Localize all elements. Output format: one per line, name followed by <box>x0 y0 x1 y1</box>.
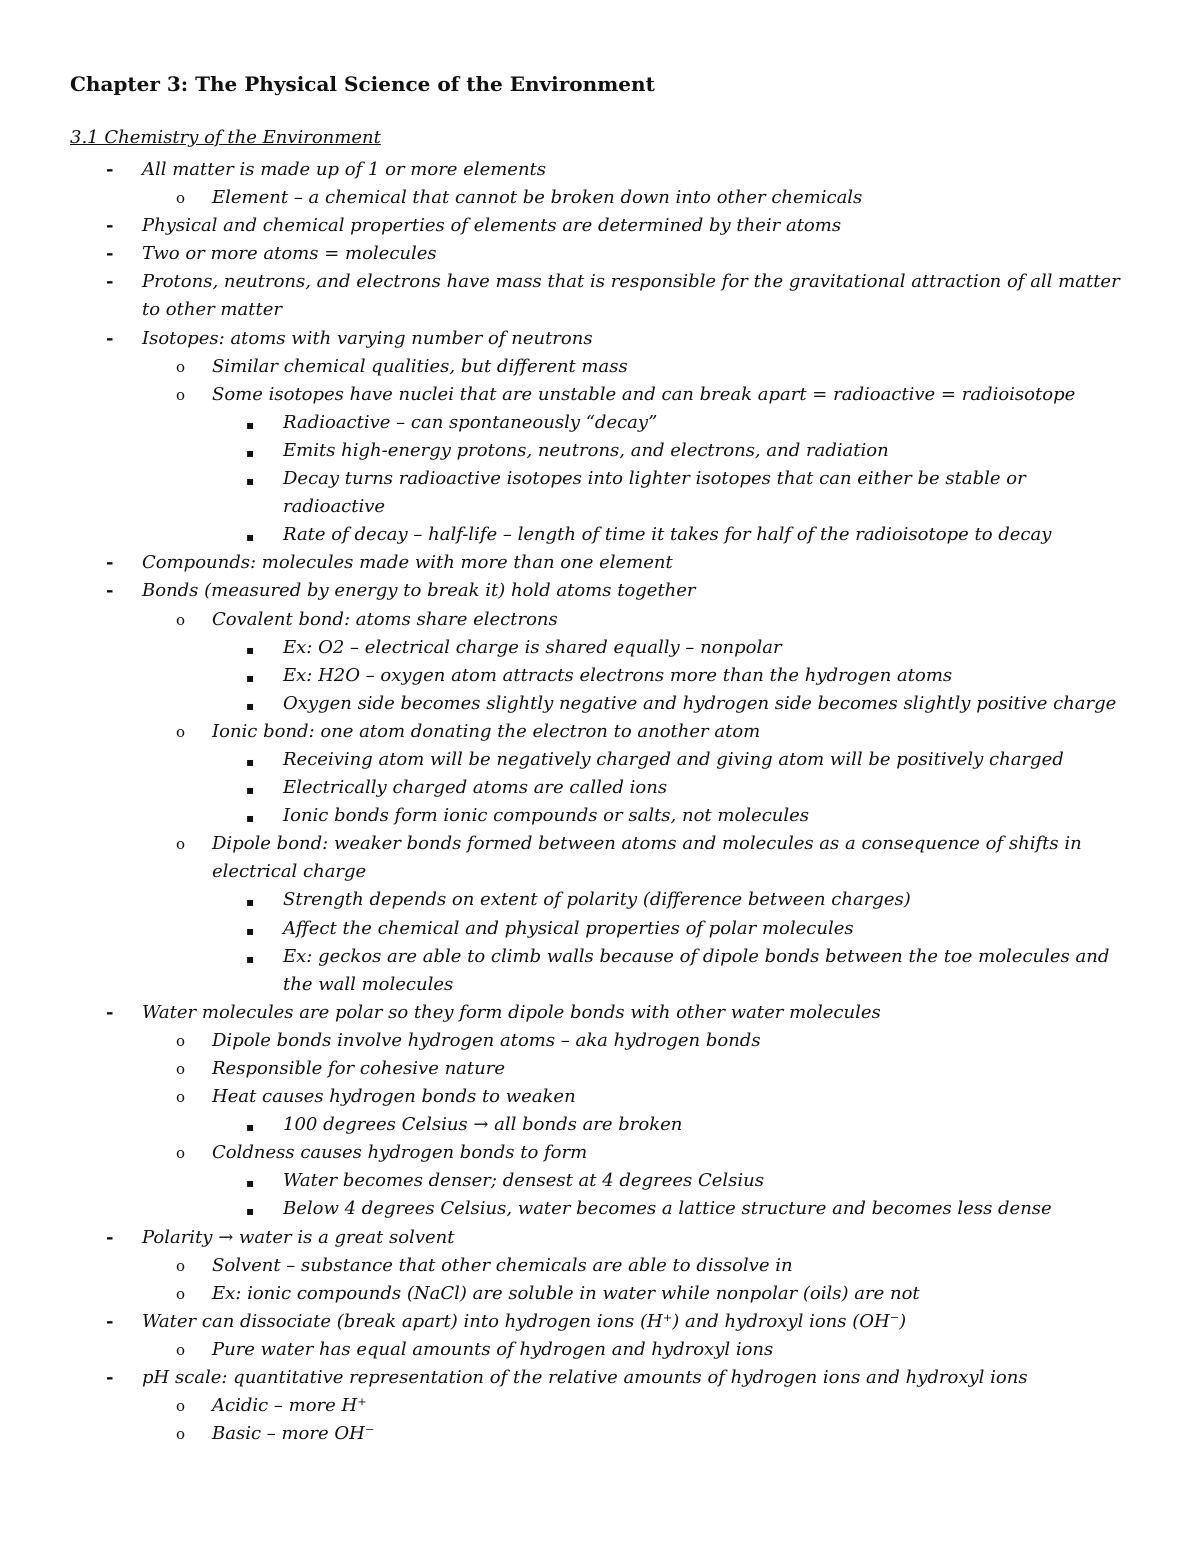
circle-bullet-icon: o <box>176 1284 186 1303</box>
square-bullet-icon: ▪ <box>246 417 255 432</box>
item-text: Some isotopes have nuclei that are unstable and can break apart = radioactive = radioisotope <box>212 383 1076 405</box>
circle-bullet-icon: o <box>176 1031 186 1050</box>
item-text: Below 4 degrees Celsius, water becomes a lattice structure and becomes less dense <box>283 1198 1052 1220</box>
dash-bullet-icon: - <box>106 552 114 574</box>
item-text: Water molecules are polar so they form dipole bonds with other water molecules <box>142 1001 881 1023</box>
square-bullet-icon: ▪ <box>246 670 255 685</box>
section-heading: 3.1 Chemistry of the Environment <box>70 127 381 148</box>
square-bullet-icon: ▪ <box>246 754 255 769</box>
bullet-item <box>0 268 1200 324</box>
square-bullet-icon: ▪ <box>246 923 255 938</box>
dash-bullet-icon: - <box>106 215 114 237</box>
dash-bullet-icon: - <box>106 1367 114 1389</box>
square-bullet-icon: ▪ <box>246 474 255 489</box>
circle-bullet-icon: o <box>176 1340 186 1359</box>
circle-bullet-icon: o <box>176 385 186 404</box>
sub-sub-bullet-item <box>0 886 1200 914</box>
item-text: Physical and chemical properties of elements are determined by their atoms <box>142 215 842 237</box>
item-text: Water becomes denser; densest at 4 degrees Celsius <box>283 1170 764 1192</box>
square-bullet-icon: ▪ <box>246 698 255 713</box>
circle-bullet-icon: o <box>176 1060 186 1078</box>
dash-bullet-icon: - <box>106 243 114 265</box>
item-text: Dipole bonds involve hydrogen atoms – aka hydrogen bonds <box>212 1029 761 1051</box>
bullet-item <box>0 240 1200 268</box>
item-text: Ex: ionic compounds (NaCl) are soluble in water while nonpolar (oils) are not <box>212 1282 920 1304</box>
circle-bullet-icon: o <box>176 722 186 741</box>
sub-sub-bullet-item <box>0 1195 1200 1223</box>
sub-sub-bullet-item <box>0 774 1200 802</box>
dash-bullet-icon: - <box>106 1001 114 1023</box>
item-text: Rate of decay – half-life – length of time it takes for half of the radioisotope to decay <box>283 524 1052 546</box>
item-text: Compounds: molecules made with more than one element <box>142 552 673 574</box>
sub-sub-bullet-item <box>0 802 1200 830</box>
bullet-item <box>0 156 1200 184</box>
circle-bullet-icon: o <box>176 1088 186 1107</box>
square-bullet-icon: ▪ <box>246 642 255 657</box>
bullet-item <box>0 577 1200 605</box>
bullet-item <box>0 325 1200 353</box>
item-text: Water can dissociate (break apart) into hydrogen ions (H⁺) and hydroxyl ions (OH⁻) <box>142 1310 907 1332</box>
bullet-item <box>0 549 1200 577</box>
sub-bullet-item <box>0 1280 1200 1308</box>
sub-sub-bullet-item <box>0 690 1200 718</box>
dash-bullet-icon: - <box>106 1226 114 1248</box>
sub-sub-bullet-item <box>0 915 1200 943</box>
item-text: Basic – more OH⁻ <box>212 1423 375 1445</box>
sub-bullet-item <box>0 381 1200 409</box>
item-text: Solvent – substance that other chemicals are able to dissolve in <box>212 1254 793 1276</box>
item-text: Polarity → water is a great solvent <box>142 1226 455 1248</box>
item-text: Ex: geckos are able to climb walls because of dipole bonds between the toe molecules and the wall molecules <box>283 945 1110 995</box>
sub-sub-bullet-item <box>0 1111 1200 1139</box>
sub-bullet-item <box>0 184 1200 212</box>
dash-bullet-icon: - <box>106 159 114 180</box>
item-text: pH scale: quantitative representation of the relative amounts of hydrogen ions and hydroxyl ions <box>142 1367 1028 1389</box>
item-text: Ionic bonds form ionic compounds or salts, not molecules <box>283 805 810 827</box>
sub-sub-bullet-item <box>0 409 1200 437</box>
sub-bullet-item <box>0 1083 1200 1111</box>
circle-bullet-icon: o <box>176 1425 186 1444</box>
sub-bullet-item <box>0 718 1200 746</box>
bullet-item <box>0 212 1200 240</box>
sub-sub-bullet-item <box>0 1167 1200 1195</box>
item-text: Affect the chemical and physical properties of polar molecules <box>283 917 854 939</box>
item-text: Coldness causes hydrogen bonds to form <box>212 1142 588 1164</box>
sub-bullet-item <box>0 1336 1200 1364</box>
dash-bullet-icon: - <box>106 327 114 349</box>
item-text: Pure water has equal amounts of hydrogen and hydroxyl ions <box>212 1338 774 1360</box>
circle-bullet-icon: o <box>176 1256 186 1275</box>
item-text: Element – a chemical that cannot be broken down into other chemicals <box>212 187 863 209</box>
chapter-title: Chapter 3: The Physical Science of the Environment <box>70 72 655 96</box>
circle-bullet-icon: o <box>176 189 186 208</box>
square-bullet-icon: ▪ <box>246 895 255 910</box>
item-text: Radioactive – can spontaneously “decay” <box>283 411 658 433</box>
circle-bullet-icon: o <box>176 610 186 629</box>
item-text: Oxygen side becomes slightly negative and hydrogen side becomes slightly positive charge <box>283 692 1117 714</box>
item-text: Ex: H2O – oxygen atom attracts electrons more than the hydrogen atoms <box>283 664 953 686</box>
item-text: Ionic bond: one atom donating the electron to another atom <box>212 720 761 742</box>
circle-bullet-icon: o <box>176 1397 186 1416</box>
square-bullet-icon: ▪ <box>246 783 255 798</box>
dash-bullet-icon: - <box>106 1310 114 1332</box>
circle-bullet-icon: o <box>176 357 186 376</box>
square-bullet-icon: ▪ <box>246 811 255 826</box>
circle-bullet-icon: o <box>176 1144 186 1163</box>
item-text: Bonds (measured by energy to break it) hold atoms together <box>142 580 696 602</box>
item-text: Dipole bond: weaker bonds formed between atoms and molecules as a consequence of shifts in electrical charge <box>212 833 1082 883</box>
sub-bullet-item <box>0 1420 1200 1448</box>
notes-outline <box>0 156 1200 1448</box>
item-text: Electrically charged atoms are called ions <box>283 777 668 799</box>
item-text: Responsible for cohesive nature <box>212 1058 505 1079</box>
sub-bullet-item <box>0 1392 1200 1420</box>
bullet-item <box>0 1224 1200 1252</box>
bullet-item <box>0 999 1200 1027</box>
sub-bullet-item <box>0 1139 1200 1167</box>
square-bullet-icon: ▪ <box>246 1120 255 1135</box>
sub-bullet-item <box>0 1252 1200 1280</box>
square-bullet-icon: ▪ <box>246 951 255 966</box>
sub-sub-bullet-item <box>0 465 1200 521</box>
item-text: Covalent bond: atoms share electrons <box>212 608 558 630</box>
sub-bullet-item <box>0 1055 1200 1083</box>
square-bullet-icon: ▪ <box>246 445 255 460</box>
bullet-item <box>0 1308 1200 1336</box>
dash-bullet-icon: - <box>106 580 114 602</box>
item-text: Emits high-energy protons, neutrons, and electrons, and radiation <box>283 439 889 461</box>
item-text: Heat causes hydrogen bonds to weaken <box>212 1086 576 1108</box>
circle-bullet-icon: o <box>176 835 186 854</box>
sub-bullet-item <box>0 353 1200 381</box>
item-text: Protons, neutrons, and electrons have mass that is responsible for the gravitational attraction of all matter to other matter <box>142 271 1120 321</box>
sub-bullet-item <box>0 606 1200 634</box>
item-text: Ex: O2 – electrical charge is shared equally – nonpolar <box>283 636 782 658</box>
item-text: Receiving atom will be negatively charged and giving atom will be positively charged <box>283 748 1064 770</box>
square-bullet-icon: ▪ <box>246 1176 255 1191</box>
item-text: 100 degrees Celsius → all bonds are broken <box>283 1114 683 1136</box>
item-text: Strength depends on extent of polarity (difference between charges) <box>283 889 911 911</box>
sub-sub-bullet-item <box>0 437 1200 465</box>
sub-sub-bullet-item <box>0 662 1200 690</box>
sub-sub-bullet-item <box>0 746 1200 774</box>
sub-bullet-item <box>0 1027 1200 1055</box>
square-bullet-icon: ▪ <box>246 530 255 545</box>
item-text: Acidic – more H⁺ <box>212 1395 367 1417</box>
item-text: Decay turns radioactive isotopes into lighter isotopes that can either be stable or radioactive <box>283 468 1026 518</box>
item-text: Two or more atoms = molecules <box>142 243 437 265</box>
item-text: All matter is made up of 1 or more elements <box>142 159 547 180</box>
bullet-item <box>0 1364 1200 1392</box>
square-bullet-icon: ▪ <box>246 1204 255 1219</box>
sub-sub-bullet-item <box>0 943 1200 999</box>
sub-bullet-item <box>0 830 1200 886</box>
sub-sub-bullet-item <box>0 521 1200 549</box>
sub-sub-bullet-item <box>0 634 1200 662</box>
item-text: Similar chemical qualities, but different mass <box>212 355 628 377</box>
dash-bullet-icon: - <box>106 271 114 293</box>
item-text: Isotopes: atoms with varying number of neutrons <box>142 327 593 349</box>
